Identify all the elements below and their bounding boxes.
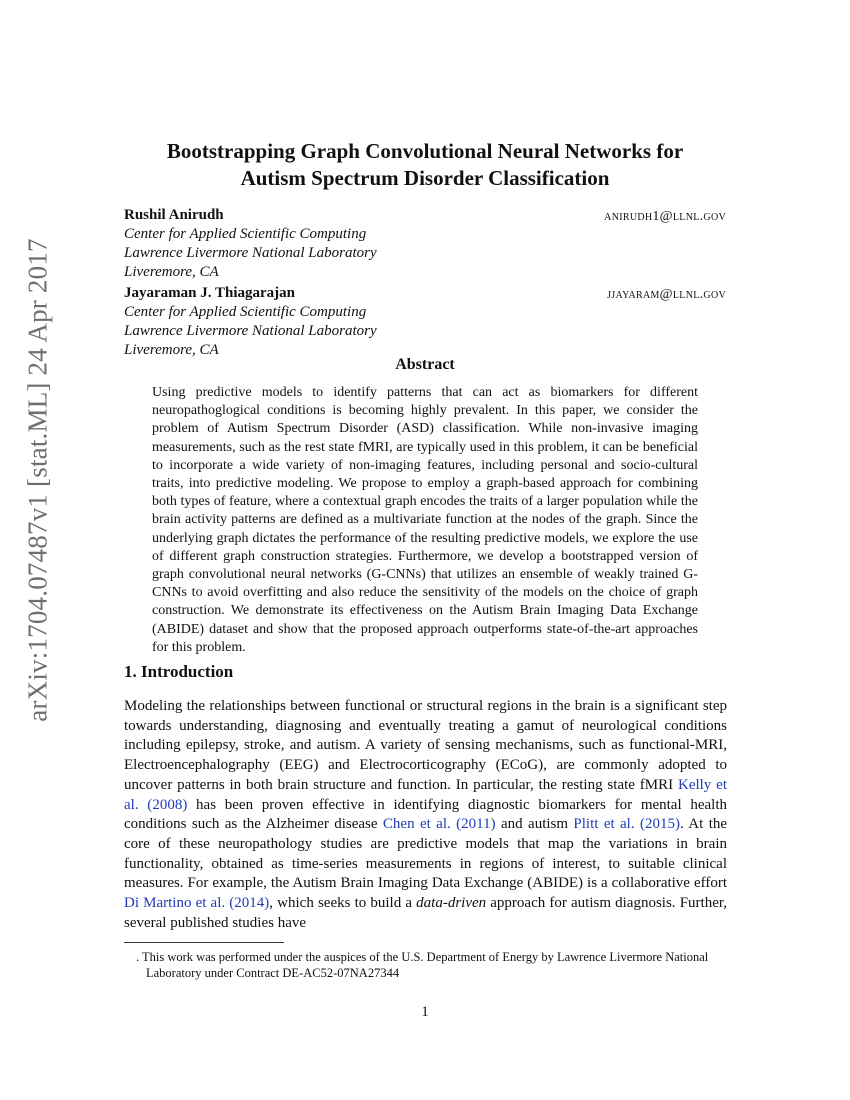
emphasized-text: data-driven bbox=[416, 895, 487, 912]
introduction-paragraph bbox=[124, 697, 727, 933]
footnote-divider bbox=[124, 942, 284, 943]
author-name: Jayaraman J. Thiagarajan bbox=[124, 285, 295, 301]
author-email[interactable]: jjayaram@llnl.gov bbox=[607, 287, 726, 302]
citation-link[interactable]: Kelly et al. (2008) bbox=[124, 776, 727, 813]
arxiv-identifier-stamp: arXiv:1704.07487v1 [stat.ML] 24 Apr 2017 bbox=[22, 238, 53, 722]
abstract-text: Using predictive models to identify patterns that can act as biomarkers for different neuropathoglogical conditions is becoming highly prevalent. In this paper, we consider the problem of Autism Spectrum Disorder (ASD) classification. While non-invasive imaging measurements, such as the rest state fMRI, are typically used in this problem, it can be beneficial to incorporate a wide variety of non-imaging features, including personal and socio-cultural traits, into predictive modeling. We propose to employ a graph-based approach for combining both types of feature, where a contextual graph encodes the traits of a larger population while the brain activity patterns are defined as a multivariate function at the nodes of the graph. Since the underlying graph dictates the performance of the resulting predictive models, we explore the use of different graph construction strategies. Furthermore, we develop a bootstrapped version of graph convolutional neural networks (G-CNNs) that utilizes an ensemble of weakly trained G-CNNs to avoid overfitting and also reduce the sensitivity of the models on the choice of graph construction. We demonstrate its effectiveness on the Autism Brain Imaging Data Exchange (ABIDE) dataset and show that the proposed approach outperforms state-of-the-art approaches for this problem. bbox=[152, 385, 698, 655]
abstract-heading: Abstract bbox=[395, 356, 455, 373]
footnote bbox=[124, 950, 727, 981]
author-affiliation-location: Liveremore, CA bbox=[124, 264, 219, 280]
intro-text: , which seeks to build a bbox=[269, 895, 417, 912]
paper-title bbox=[100, 138, 750, 192]
intro-text: . At the core of these neuropathology studies are predictive models that map the variations in brain functionality, obtained as time-series measurements in regions of interest, to suitable clinical measures. For example, the Autism Brain Imaging Data Exchange (ABIDE) is a collaborative effort bbox=[124, 816, 728, 892]
footnote-text: . This work was performed under the auspices of the U.S. Department of Energy by Lawrence Livermore National Laboratory under Contract DE-AC52-07NA27344 bbox=[136, 950, 709, 980]
author-block-1 bbox=[124, 206, 726, 282]
section-heading-introduction: 1. Introduction bbox=[124, 662, 234, 681]
page-number: 1 bbox=[421, 1004, 429, 1020]
citation-link[interactable]: Di Martino et al. (2014) bbox=[124, 895, 270, 912]
author-email[interactable]: anirudh1@llnl.gov bbox=[604, 209, 726, 224]
citation-link[interactable]: Plitt et al. (2015) bbox=[573, 816, 680, 833]
citation-link[interactable]: Chen et al. (2011) bbox=[382, 816, 496, 833]
author-affiliation-center: Center for Applied Scientific Computing bbox=[124, 304, 367, 320]
intro-text: has been proven effective in identifying diagnostic biomarkers for mental health conditions such as the Alzheimer disease bbox=[124, 796, 728, 833]
author-affiliation-location: Liveremore, CA bbox=[124, 342, 219, 358]
title-line-1: Bootstrapping Graph Convolutional Neural Networks for bbox=[166, 139, 684, 163]
author-affiliation-lab: Lawrence Livermore National Laboratory bbox=[124, 245, 377, 261]
author-affiliation-lab: Lawrence Livermore National Laboratory bbox=[124, 323, 377, 339]
author-block-2 bbox=[124, 284, 726, 360]
title-line-2: Autism Spectrum Disorder Classification bbox=[240, 166, 610, 190]
intro-text: Modeling the relationships between functional or structural regions in the brain is a significant step towards understanding, diagnosing and eventually treating a gamut of neurological conditions including epilepsy, stroke, and autism. A variety of sensing mechanisms, such as functional-MRI, Electroencephalography (EEG) and Electrocorticography (ECoG), are commonly adopted to uncover patterns in both brain structure and function. In particular, the resting state fMRI bbox=[124, 698, 727, 793]
author-name: Rushil Anirudh bbox=[124, 207, 224, 223]
author-affiliation-center: Center for Applied Scientific Computing bbox=[124, 226, 367, 242]
intro-text: and autism bbox=[495, 816, 574, 833]
intro-text: approach for autism diagnosis. Further, several published studies have bbox=[124, 895, 727, 931]
